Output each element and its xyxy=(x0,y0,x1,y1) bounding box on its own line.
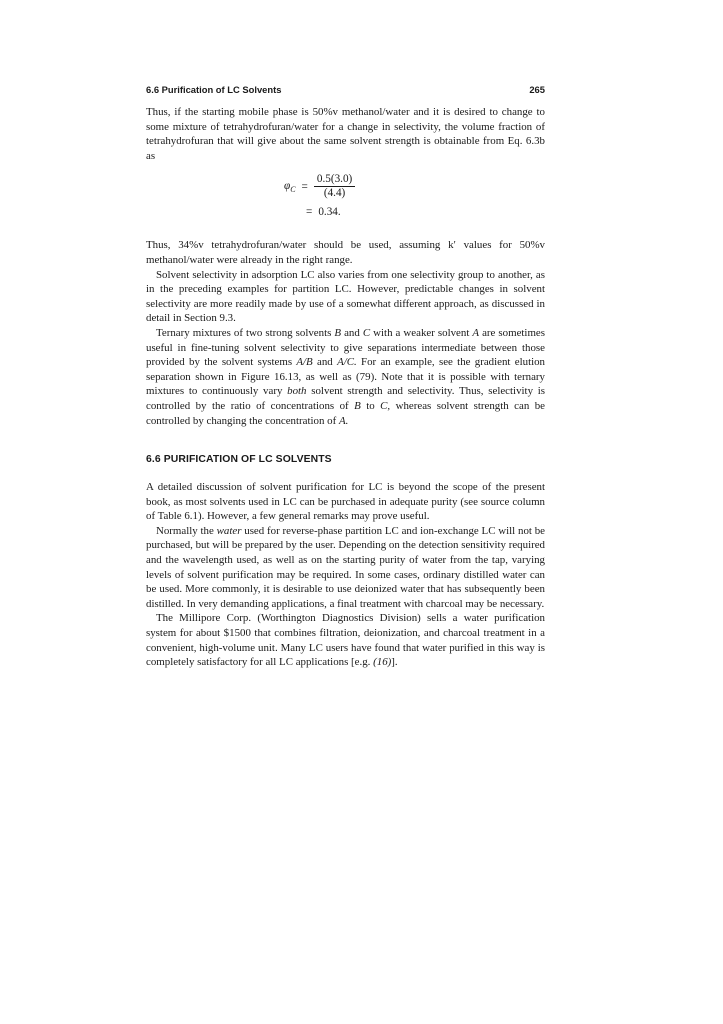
page-number: 265 xyxy=(529,84,545,95)
text-body-continued xyxy=(146,238,545,428)
phi-symbol: $\varphi_C$ xyxy=(284,179,296,194)
numerator: 0.5(3.0) xyxy=(314,173,355,187)
book-page xyxy=(146,84,545,670)
paragraph-5: A detailed discussion of solvent purification for LC is beyond the scope of the present book, as most solvents used in LC can be purchased in adequate purity (see source column of Table 6.1). However, a few general remarks may prove useful. xyxy=(146,481,545,523)
paragraph-3: Solvent selectivity in adsorption LC also varies from one selectivity group to another, as in the preceding examples for partition LC. However, predictable changes in solvent selectivity are more readily made by use of a somewhat different approach, as discussed in detail in Section 9.3. xyxy=(146,268,545,325)
equation-6-3b xyxy=(146,173,545,225)
paragraph-2: Thus, 34%v tetrahydrofuran/water should be used, assuming k′ values for 50%v methanol/water were already in the right range. xyxy=(146,239,545,266)
equals-sign: = xyxy=(301,180,308,193)
equation-line-2 xyxy=(306,206,341,218)
section-heading: 6.6 PURIFICATION OF LC SOLVENTS xyxy=(146,454,332,466)
fraction xyxy=(314,173,355,200)
equals-sign: = xyxy=(306,206,313,219)
paragraph-4: Ternary mixtures of two strong solvents B and C with a weaker solvent A are sometimes useful in fine-tuning solvent selectivity to give separations intermediate between those provided by the solvent systems A/B and A/C. For an example, see the gradient elution separation shown in Figure 16.13, as well as (79). Note that it is possible with ternary mixtures to continuously vary both solvent strength and selectivity. Thus, selectivity is controlled by the ratio of concentrations of B to C, whereas solvent strength can be controlled by changing the concentration of A. xyxy=(146,326,546,427)
text-body xyxy=(146,105,545,163)
running-header xyxy=(146,84,545,95)
paragraph-1: Thus, if the starting mobile phase is 50%v methanol/water and it is desired to change to some mixture of tetrahydrofuran/water for a change in selectivity, the volume fraction of tetrahydrofuran that will give about the same solvent strength is obtainable from Eq. 6.3b as xyxy=(146,106,545,162)
section-body xyxy=(146,480,545,670)
denominator: (4.4) xyxy=(323,187,346,200)
paragraph-7: The Millipore Corp. (Worthington Diagnostics Division) sells a water purification system for about $1500 that combines filtration, deionization, and charcoal treatment in a convenient, high-volume unit. Many LC users have found that water purified in this way is completely satisfactory for all LC applications [e.g. (16)]. xyxy=(146,612,545,669)
equation-line-1 xyxy=(284,173,355,200)
paragraph-6: Normally the water used for reverse-phase partition LC and ion-exchange LC will not be purchased, but will be prepared by the user. Depending on the detection sensitivity required and the wavelength used, as well as on the starting purity of water from the tap, varying levels of solvent purification may be required. In some cases, ordinary distilled water can be used. More commonly, it is desirable to use deionized water that has subsequently been distilled. In very demanding applications, a final treatment with charcoal may be necessary. xyxy=(146,524,545,610)
running-title: 6.6 Purification of LC Solvents xyxy=(146,84,282,95)
equation-result: 0.34. xyxy=(318,206,341,219)
